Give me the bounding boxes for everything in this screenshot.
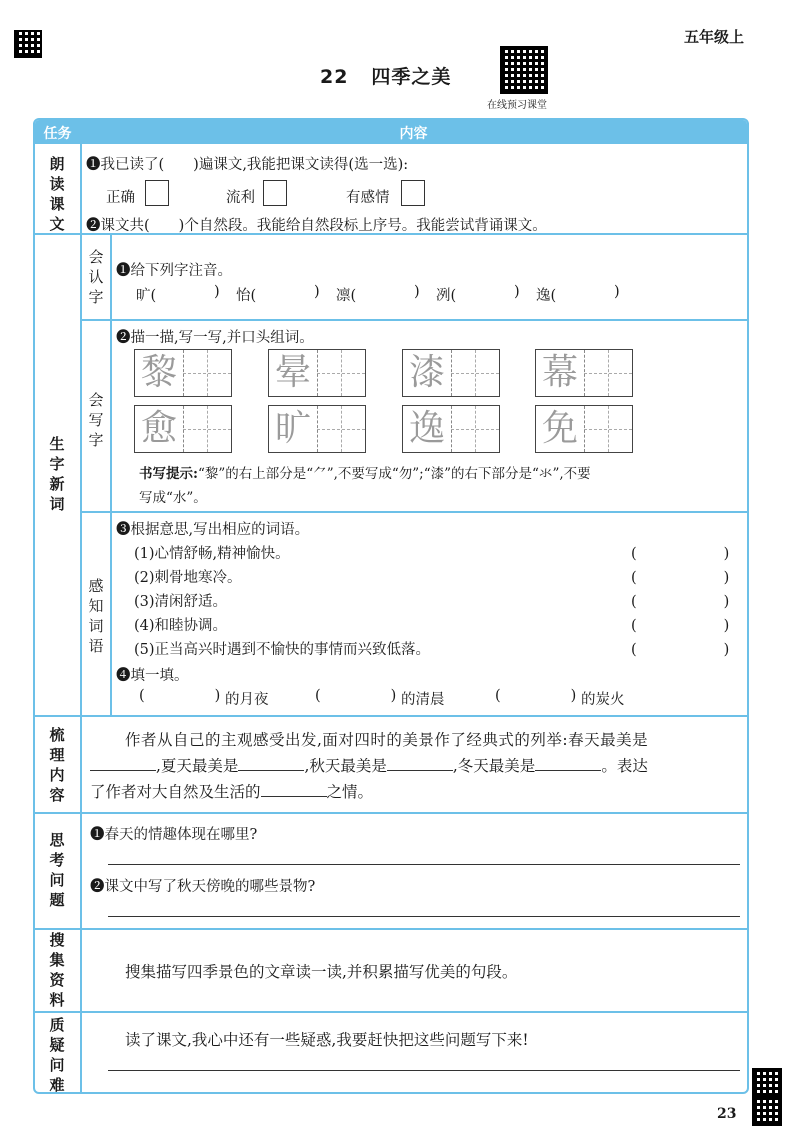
writing-tip-line1: “黎”的右上部分是“⺈”,不要写成“勿”;“漆”的右下部分是“氺”,不要 (197, 466, 591, 482)
word-answer[interactable]: ( ) (631, 618, 730, 634)
word-item: (4)和睦协调。 (134, 618, 228, 634)
label-question: 质 疑 问 难 (49, 1016, 65, 1094)
page-number: 23 (717, 1106, 737, 1122)
option-fluent: 流利 (226, 190, 255, 206)
word-item: (5)正当高兴时遇到不愉快的事情而兴致低落。 (134, 642, 431, 658)
summary-text: 。表达 (601, 757, 648, 775)
divider (80, 319, 747, 321)
writing-grid[interactable] (268, 349, 366, 397)
pinyin-item: 逸( (536, 288, 557, 304)
collect-text: 搜集描写四季景色的文章读一读,并积累描写优美的句段。 (125, 963, 518, 981)
label-recognize: 会 认 字 (88, 248, 104, 306)
summary-line3 (90, 780, 373, 802)
checkbox-emotional[interactable] (401, 180, 425, 206)
page-title (320, 62, 451, 89)
writing-tip-line2: 写成“水”。 (139, 490, 207, 506)
label-write: 会 写 字 (88, 391, 104, 449)
answer-line[interactable] (108, 916, 740, 917)
worksheet-table (33, 118, 749, 1094)
qr-code-bottom-right (752, 1096, 782, 1126)
pinyin-item: 凛( (336, 288, 357, 304)
question-text: 读了课文,我心中还有一些疑惑,我要赶快把这些问题写下来! (125, 1031, 529, 1049)
summary-text: ,冬天最美是 (452, 757, 536, 775)
fill-blank[interactable]: ( ) (495, 688, 577, 704)
trace-char: 黎 (140, 352, 177, 393)
word-item: (3)清闲舒适。 (134, 594, 228, 610)
qr-code-top-left (14, 30, 42, 58)
recognize-prompt: ❶给下列字注音。 (116, 263, 232, 279)
qr-code-bottom (752, 1068, 782, 1098)
answer-line[interactable] (108, 1070, 740, 1071)
pinyin-close: ) (214, 284, 220, 300)
label-think: 思 考 问 题 (49, 831, 65, 909)
option-emotional: 有感情 (346, 190, 390, 206)
pinyin-item: 冽( (436, 288, 457, 304)
qr-code-lesson[interactable] (500, 46, 548, 94)
trace-char: 免 (541, 408, 578, 449)
qr-caption: 在线预习课堂 (487, 100, 547, 111)
divider (80, 511, 747, 513)
writing-tip-label: 书写提示: (139, 466, 198, 482)
divider (35, 715, 747, 717)
summary-line1: 作者从自己的主观感受出发,面对四时的美景作了经典式的列举:春天最美是 (125, 731, 649, 749)
label-summary: 梳 理 内 容 (49, 726, 65, 804)
think-q1: ❶春天的情趣体现在哪里? (90, 827, 258, 843)
lesson-title: 四季之美 (371, 66, 452, 88)
answer-line[interactable] (108, 864, 740, 865)
summary-text: ,夏天最美是 (156, 757, 239, 775)
label-reading: 朗 读 课 文 (49, 155, 65, 233)
label-words: 感 知 词 语 (88, 577, 104, 655)
divider (35, 928, 747, 930)
header-task: 任务 (43, 126, 72, 142)
checkbox-correct[interactable] (145, 180, 169, 206)
writing-grid[interactable] (402, 349, 500, 397)
header-content: 内容 (399, 126, 428, 142)
reading-q1: ❶我已读了( )遍课文,我能把课文读得(选一选): (86, 157, 409, 173)
divider (35, 1011, 747, 1013)
blank-winter[interactable] (535, 756, 601, 771)
summary-text: ,秋天最美是 (304, 757, 387, 775)
pinyin-close: ) (414, 284, 420, 300)
trace-char: 幕 (541, 352, 578, 393)
writing-tip (139, 462, 591, 482)
writing-grid[interactable] (268, 405, 366, 453)
summary-line2 (90, 754, 648, 776)
writing-grid[interactable] (402, 405, 500, 453)
option-correct: 正确 (106, 190, 135, 206)
blank-autumn[interactable] (387, 756, 453, 771)
pinyin-item: 旷( (136, 288, 157, 304)
pinyin-close: ) (314, 284, 320, 300)
writing-grid[interactable] (535, 349, 633, 397)
writing-grid[interactable] (134, 349, 232, 397)
divider (110, 233, 112, 715)
checkbox-fluent[interactable] (263, 180, 287, 206)
word-item: (2)刺骨地寒冷。 (134, 570, 242, 586)
write-prompt: ❷描一描,写一写,并口头组词。 (116, 330, 314, 346)
think-q2: ❷课文中写了秋天傍晚的哪些景物? (90, 879, 316, 895)
writing-grid[interactable] (535, 405, 633, 453)
words-prompt: ❸根据意思,写出相应的词语。 (116, 522, 310, 538)
trace-char: 旷 (274, 408, 311, 449)
word-answer[interactable]: ( ) (631, 546, 730, 562)
label-vocab: 生 字 新 词 (49, 435, 65, 513)
word-answer[interactable]: ( ) (631, 594, 730, 610)
word-item: (1)心情舒畅,精神愉快。 (134, 546, 290, 562)
fill-blank[interactable]: ( ) (315, 688, 397, 704)
trace-char: 晕 (274, 352, 311, 393)
fill-item: 的月夜 (225, 692, 269, 708)
word-answer[interactable]: ( ) (631, 570, 730, 586)
lesson-number: 22 (320, 66, 349, 88)
blank-spring[interactable] (90, 756, 156, 771)
table-header (35, 120, 747, 144)
blank-feeling[interactable] (261, 782, 327, 797)
label-collect: 搜 集 资 料 (49, 931, 65, 1009)
pinyin-close: ) (514, 284, 520, 300)
blank-summer[interactable] (238, 756, 304, 771)
summary-text: 之情。 (326, 783, 374, 801)
trace-char: 漆 (408, 352, 445, 393)
trace-char: 愈 (140, 408, 177, 449)
divider (80, 144, 82, 1092)
pinyin-item: 怡( (236, 288, 257, 304)
summary-text: 了作者对大自然及生活的 (90, 783, 261, 801)
fill-blank[interactable]: ( ) (139, 688, 221, 704)
trace-char: 逸 (408, 408, 445, 449)
fill-prompt: ❹填一填。 (116, 668, 189, 684)
writing-grid[interactable] (134, 405, 232, 453)
fill-item: 的清晨 (401, 692, 445, 708)
pinyin-close: ) (614, 284, 620, 300)
divider (35, 812, 747, 814)
fill-item: 的炭火 (581, 692, 625, 708)
grade-label: 五年级上 (683, 28, 744, 46)
word-answer[interactable]: ( ) (631, 642, 730, 658)
reading-q2: ❷课文共( )个自然段。我能给自然段标上序号。我能尝试背诵课文。 (86, 218, 547, 234)
